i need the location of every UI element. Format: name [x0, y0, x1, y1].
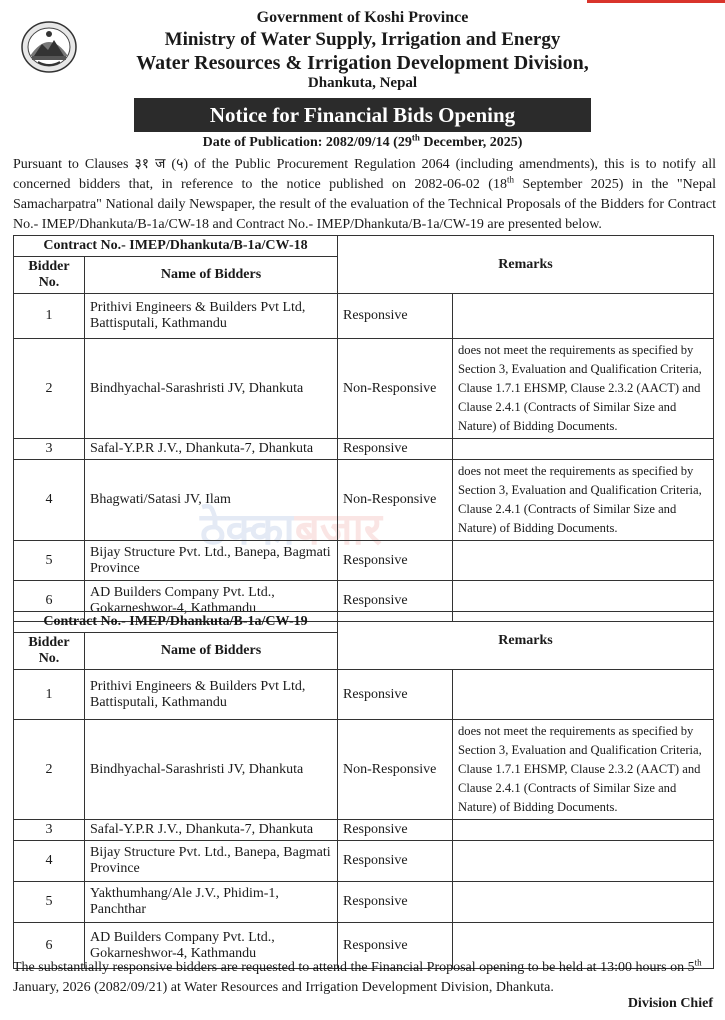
intro-paragraph: Pursuant to Clauses ३१ ज (५) of the Public Procurement Regulation 2064 (including amendments), this is to notify all concerned bidders that, in reference to the notice published on 2082-06-02 (18th September 2025) in the "Nepal Samacharpatra" National daily Newspaper, the result of the evaluation of the Technical Proposals of the Bidders for Contract No.- IMEP/Dhankuta/B-1a/CW-18 and Contract No.- IMEP/Dhankuta/B-1a/CW-19 are presented below.: [13, 157, 716, 232]
contract-19-title: Contract No.- IMEP/Dhankuta/B-1a/CW-19: [14, 612, 338, 633]
remarks-header: Remarks: [338, 236, 714, 294]
table-row: [14, 541, 714, 581]
ministry-heading: Ministry of Water Supply, Irrigation and Energy: [164, 29, 561, 50]
location-heading: Dhankuta, Nepal: [307, 75, 418, 91]
top-accent-line: [587, 0, 725, 3]
bidder-status: Responsive: [338, 541, 453, 581]
watermark: ठेक्काबजार: [200, 504, 382, 555]
closing-paragraph: The substantially responsive bidders are requested to attend the Financial Proposal opening to be held at 13:00 hours on 5th January, 2026 (2082/09/21) at Water Resources and Irrigation Development Division, Dhankuta.: [13, 957, 702, 995]
bidder-number: 6: [14, 923, 85, 969]
bidder-name: Prithivi Engineers & Builders Pvt Ltd, Battisputali, Kathmandu: [85, 670, 338, 720]
bidder-number: 2: [14, 339, 85, 439]
bidder-name-header: Name of Bidders: [85, 633, 338, 670]
bidder-remark: [453, 670, 714, 720]
government-heading: Government of Koshi Province: [256, 9, 469, 26]
bidder-number: 1: [14, 294, 85, 339]
bidder-number: 3: [14, 439, 85, 460]
table-row: [14, 670, 714, 720]
contract-18-title: Contract No.- IMEP/Dhankuta/B-1a/CW-18: [14, 236, 338, 257]
bidder-remark: [453, 541, 714, 581]
contract-19-table: [13, 611, 714, 969]
bidder-remark: does not meet the requirements as specified by Section 3, Evaluation and Qualification Criteria, Clause 1.7.1 EHSMP, Clause 2.3.2 (AACT) and Clause 2.4.1 (Contracts of Similar Size and Nature) of Bidding Documents.: [453, 339, 714, 439]
remarks-header: Remarks: [338, 612, 714, 670]
bidder-name: AD Builders Company Pvt. Ltd., Gokarneshwor-4, Kathmandu: [85, 923, 338, 969]
bidder-name: Bijay Structure Pvt. Ltd., Banepa, Bagmati Province: [85, 841, 338, 882]
bidder-no-header: Bidder No.: [14, 257, 85, 294]
bidder-no-header: Bidder No.: [14, 633, 85, 670]
bidder-name: Bindhyachal-Sarashristi JV, Dhankuta: [85, 720, 338, 820]
bidder-status: Responsive: [338, 294, 453, 339]
bidder-name: Safal-Y.P.R J.V., Dhankuta-7, Dhankuta: [85, 820, 338, 841]
bidder-remark: does not meet the requirements as specified by Section 3, Evaluation and Qualification Criteria, Clause 1.7.1 EHSMP, Clause 2.3.2 (AACT) and Clause 2.4.1 (Contracts of Similar Size and Nature) of Bidding Documents.: [453, 720, 714, 820]
bidder-status: Responsive: [338, 820, 453, 841]
bidder-number: 6: [14, 581, 85, 622]
table-row: [14, 820, 714, 841]
notice-title: Notice for Financial Bids Opening: [134, 98, 591, 132]
bidder-status: Non-Responsive: [338, 460, 453, 541]
contract-18-table: [13, 235, 714, 622]
bidder-remark: [453, 439, 714, 460]
bidder-name: Prithivi Engineers & Builders Pvt Ltd, Battisputali, Kathmandu: [85, 294, 338, 339]
table-row: [14, 882, 714, 923]
bidder-name: Bindhyachal-Sarashristi JV, Dhankuta: [85, 339, 338, 439]
bidder-status: Non-Responsive: [338, 339, 453, 439]
bidder-status: Responsive: [338, 923, 453, 969]
publication-date: Date of Publication: 2082/09/14 (29th December, 2025): [202, 132, 523, 150]
bidder-name: Bhagwati/Satasi JV, Ilam: [85, 460, 338, 541]
bidder-remark: [453, 841, 714, 882]
bidder-status: Responsive: [338, 581, 453, 622]
bidder-remark: does not meet the requirements as specified by Section 3, Evaluation and Qualification Criteria, Clause 2.4.1 (Contracts of Similar Size and Nature) of Bidding Documents.: [453, 460, 714, 541]
bidder-name: Bijay Structure Pvt. Ltd., Banepa, Bagmati Province: [85, 541, 338, 581]
bidder-remark: [453, 882, 714, 923]
table-row: [14, 439, 714, 460]
bidder-name: AD Builders Company Pvt. Ltd., Gokarneshwor-4, Kathmandu: [85, 581, 338, 622]
bidder-status: Non-Responsive: [338, 720, 453, 820]
bidder-remark: [453, 820, 714, 841]
bidder-number: 2: [14, 720, 85, 820]
table-row: [14, 294, 714, 339]
bidder-number: 5: [14, 882, 85, 923]
bidder-number: 5: [14, 541, 85, 581]
bidder-number: 4: [14, 841, 85, 882]
bidder-number: 1: [14, 670, 85, 720]
bidder-name-header: Name of Bidders: [85, 257, 338, 294]
table-row: [14, 460, 714, 541]
bidder-number: 3: [14, 820, 85, 841]
table-row: [14, 841, 714, 882]
bidder-name: Yakthumhang/Ale J.V., Phidim-1, Panchthar: [85, 882, 338, 923]
signature-division-chief: Division Chief: [627, 996, 713, 1011]
bidder-status: Responsive: [338, 439, 453, 460]
bidder-status: Responsive: [338, 670, 453, 720]
bidder-status: Responsive: [338, 841, 453, 882]
bidder-status: Responsive: [338, 882, 453, 923]
bidder-number: 4: [14, 460, 85, 541]
bidder-name: Safal-Y.P.R J.V., Dhankuta-7, Dhankuta: [85, 439, 338, 460]
bidder-remark: [453, 294, 714, 339]
table-row: [14, 720, 714, 820]
division-heading: Water Resources & Irrigation Development Division,: [136, 52, 589, 74]
table-row: [14, 339, 714, 439]
